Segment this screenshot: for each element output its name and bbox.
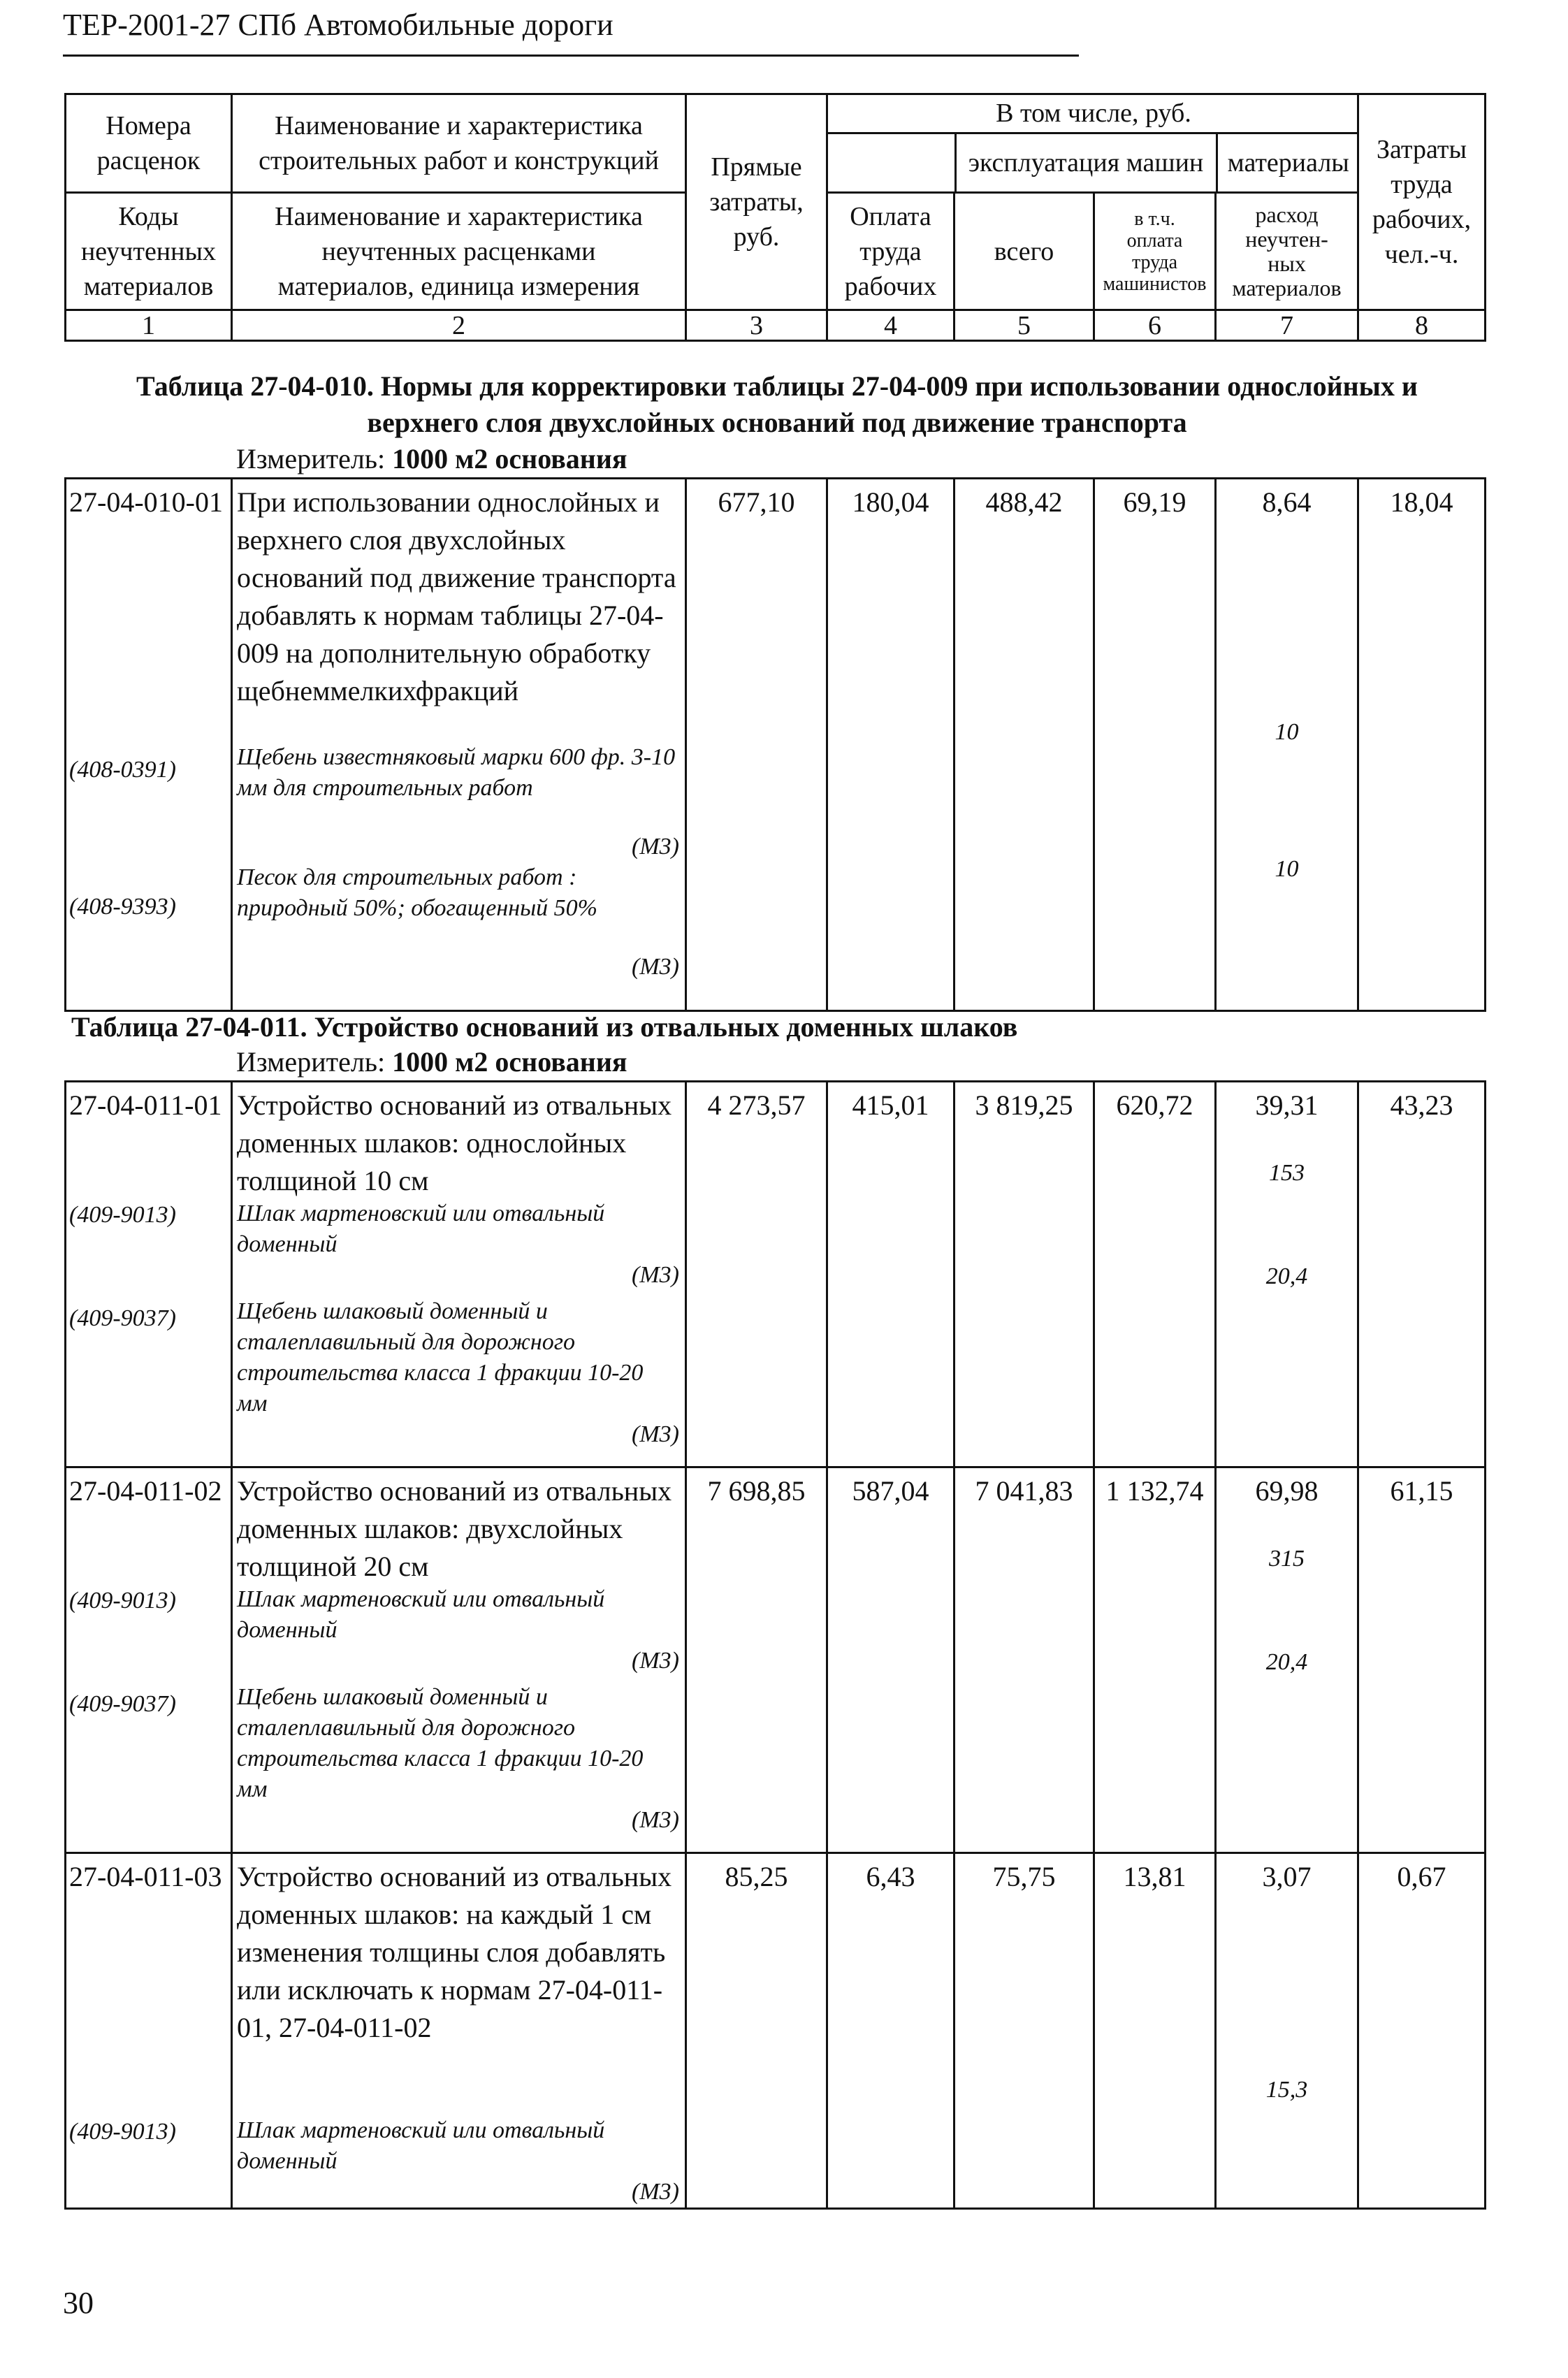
machinists-pay: 13,81 (1123, 1861, 1186, 1892)
column-number: 2 (232, 310, 686, 341)
material-name: Щебень шлаковый доменный и сталеплавильный для дорожного строительства класса 1 фракции 10-20 мм (237, 1684, 644, 1802)
direct-costs: 7 698,85 (707, 1475, 806, 1507)
table-010-measure: Измеритель: 1000 м2 основания (236, 443, 627, 474)
material-code: (408-9393) (69, 894, 176, 920)
rate-description: Устройство оснований из отвальных доменных шлаков: на каждый 1 см изменения толщины слоя добавлять или исключать к нормам 27-04-011-01, 27-04-011-02 (237, 1861, 672, 2043)
material-qty: 20,4 (1265, 1649, 1308, 1675)
material-code: (409-9013) (69, 1588, 176, 1614)
material-unit: (М3) (632, 2179, 679, 2205)
labor-hours: 0,67 (1397, 1861, 1446, 1892)
column-number: 3 (686, 310, 827, 341)
labor-pay: 415,01 (852, 1089, 929, 1121)
rate-code: 27-04-011-03 (69, 1861, 222, 1892)
machines-total: 75,75 (992, 1861, 1056, 1892)
rate-row (66, 1082, 1486, 1467)
material-qty: 10 (1275, 856, 1299, 882)
labor-hours: 18,04 (1390, 486, 1453, 518)
materials-cost: 8,64 (1262, 486, 1312, 518)
header-labor-pay: Оплата труда рабочих (827, 193, 954, 310)
rate-code: 27-04-010-01 (69, 486, 223, 518)
table-010 (64, 477, 1486, 1012)
material-code: (409-9037) (69, 1305, 176, 1331)
machinists-pay: 1 132,74 (1105, 1475, 1204, 1507)
material-name: Щебень известняковый марки 600 фр. 3-10 мм для строительных работ (237, 744, 676, 801)
rate-description: Устройство оснований из отвальных доменных шлаков: двухслойных толщиной 20 см (237, 1475, 672, 1582)
header-direct-costs: Прямые затраты, руб. (686, 94, 827, 310)
machines-total: 7 041,83 (975, 1475, 1073, 1507)
header-machines-total: всего (954, 193, 1094, 310)
material-code: (408-0391) (69, 757, 176, 783)
rate-description: Устройство оснований из отвальных доменных шлаков: однослойных толщиной 10 см (237, 1089, 672, 1196)
machines-total: 3 819,25 (975, 1089, 1073, 1121)
column-number: 8 (1358, 310, 1486, 341)
title-rule (63, 55, 1079, 57)
header-machines: эксплуатация машин (955, 133, 1217, 191)
material-unit: (М3) (632, 834, 679, 860)
header-material-codes: Коды неучтенных материалов (66, 193, 232, 310)
materials-cost: 3,07 (1262, 1861, 1312, 1892)
table-011-caption: Таблица 27-04-011. Устройство оснований из отвальных доменных шлаков (71, 1011, 1018, 1043)
page-number: 30 (63, 2286, 94, 2320)
column-number: 1 (66, 310, 232, 341)
header-labor-hours: Затраты труда рабочих, чел.-ч. (1358, 94, 1486, 310)
material-qty: 10 (1275, 719, 1299, 745)
labor-pay: 6,43 (866, 1861, 915, 1892)
material-unit: (М3) (632, 954, 679, 980)
column-number: 5 (954, 310, 1094, 341)
material-unit: (М3) (632, 1421, 679, 1447)
page-title: ТЕР-2001-27 СПб Автомобильные дороги (63, 8, 614, 42)
materials-cost: 39,31 (1255, 1089, 1319, 1121)
material-qty: 20,4 (1265, 1263, 1308, 1289)
table-010-caption-line2: верхнего слоя двухслойных оснований под движение транспорта (367, 407, 1187, 438)
labor-hours: 43,23 (1390, 1089, 1453, 1121)
rate-code: 27-04-011-02 (69, 1475, 222, 1507)
header-work-name: Наименование и характеристика строительных работ и конструкций (232, 94, 686, 193)
header-materials-consumption: расход неучтен- ных материалов (1216, 193, 1358, 310)
rate-row (66, 1853, 1486, 2209)
header-including-label: В том числе, руб. (828, 95, 1358, 133)
material-name: Песок для строительных работ : природный 50%; обогащенный 50% (237, 864, 597, 921)
material-unit: (М3) (632, 1648, 679, 1674)
header-materials: материалы (1227, 147, 1349, 177)
header-machinists-pay: в т.ч. оплата труда машинистов (1094, 193, 1216, 310)
material-code: (409-9013) (69, 1202, 176, 1228)
direct-costs: 677,10 (718, 486, 795, 518)
rate-row (66, 479, 1486, 1011)
column-number-row (66, 310, 1486, 341)
labor-pay: 587,04 (852, 1475, 929, 1507)
labor-pay: 180,04 (852, 486, 929, 518)
materials-cost: 69,98 (1255, 1475, 1319, 1507)
material-code: (409-9013) (69, 2119, 176, 2145)
labor-hours: 61,15 (1390, 1475, 1453, 1507)
machinists-pay: 620,72 (1116, 1089, 1193, 1121)
machines-total: 488,42 (985, 486, 1063, 518)
material-qty: 153 (1269, 1160, 1305, 1186)
rate-code: 27-04-011-01 (69, 1089, 222, 1121)
column-header-table (64, 93, 1486, 342)
table-011 (64, 1080, 1486, 2210)
material-name: Шлак мартеновский или отвальный доменный (237, 2117, 605, 2174)
column-number: 4 (827, 310, 954, 341)
column-number: 6 (1094, 310, 1216, 341)
material-unit: (М3) (632, 1262, 679, 1288)
material-unit: (М3) (632, 1807, 679, 1833)
header-rate-numbers: Номера расценок (66, 94, 232, 193)
direct-costs: 4 273,57 (707, 1089, 806, 1121)
rate-description: При использовании однослойных и верхнего слоя двухслойных оснований под движение транспорта добавлять к нормам таблицы 27-04-009 на дополнительную обработку щебнеммелкихфракций (237, 486, 676, 706)
material-code: (409-9037) (69, 1691, 176, 1717)
header-including (827, 94, 1358, 193)
column-number: 7 (1216, 310, 1358, 341)
table-010-caption-line1: Таблица 27-04-010. Нормы для корректировки таблицы 27-04-009 при использовании однослойных и (136, 370, 1418, 402)
table-011-measure: Измеритель: 1000 м2 основания (236, 1046, 627, 1078)
header-material-name: Наименование и характеристика неучтенных расценками материалов, единица измерения (232, 193, 686, 310)
material-name: Щебень шлаковый доменный и сталеплавильный для дорожного строительства класса 1 фракции 10-20 мм (237, 1298, 644, 1416)
material-qty: 15,3 (1265, 2077, 1308, 2103)
material-name: Шлак мартеновский или отвальный доменный (237, 1201, 605, 1257)
material-qty: 315 (1269, 1546, 1305, 1572)
material-name: Шлак мартеновский или отвальный доменный (237, 1586, 605, 1643)
direct-costs: 85,25 (725, 1861, 788, 1892)
machinists-pay: 69,19 (1123, 486, 1186, 518)
rate-row (66, 1467, 1486, 1853)
